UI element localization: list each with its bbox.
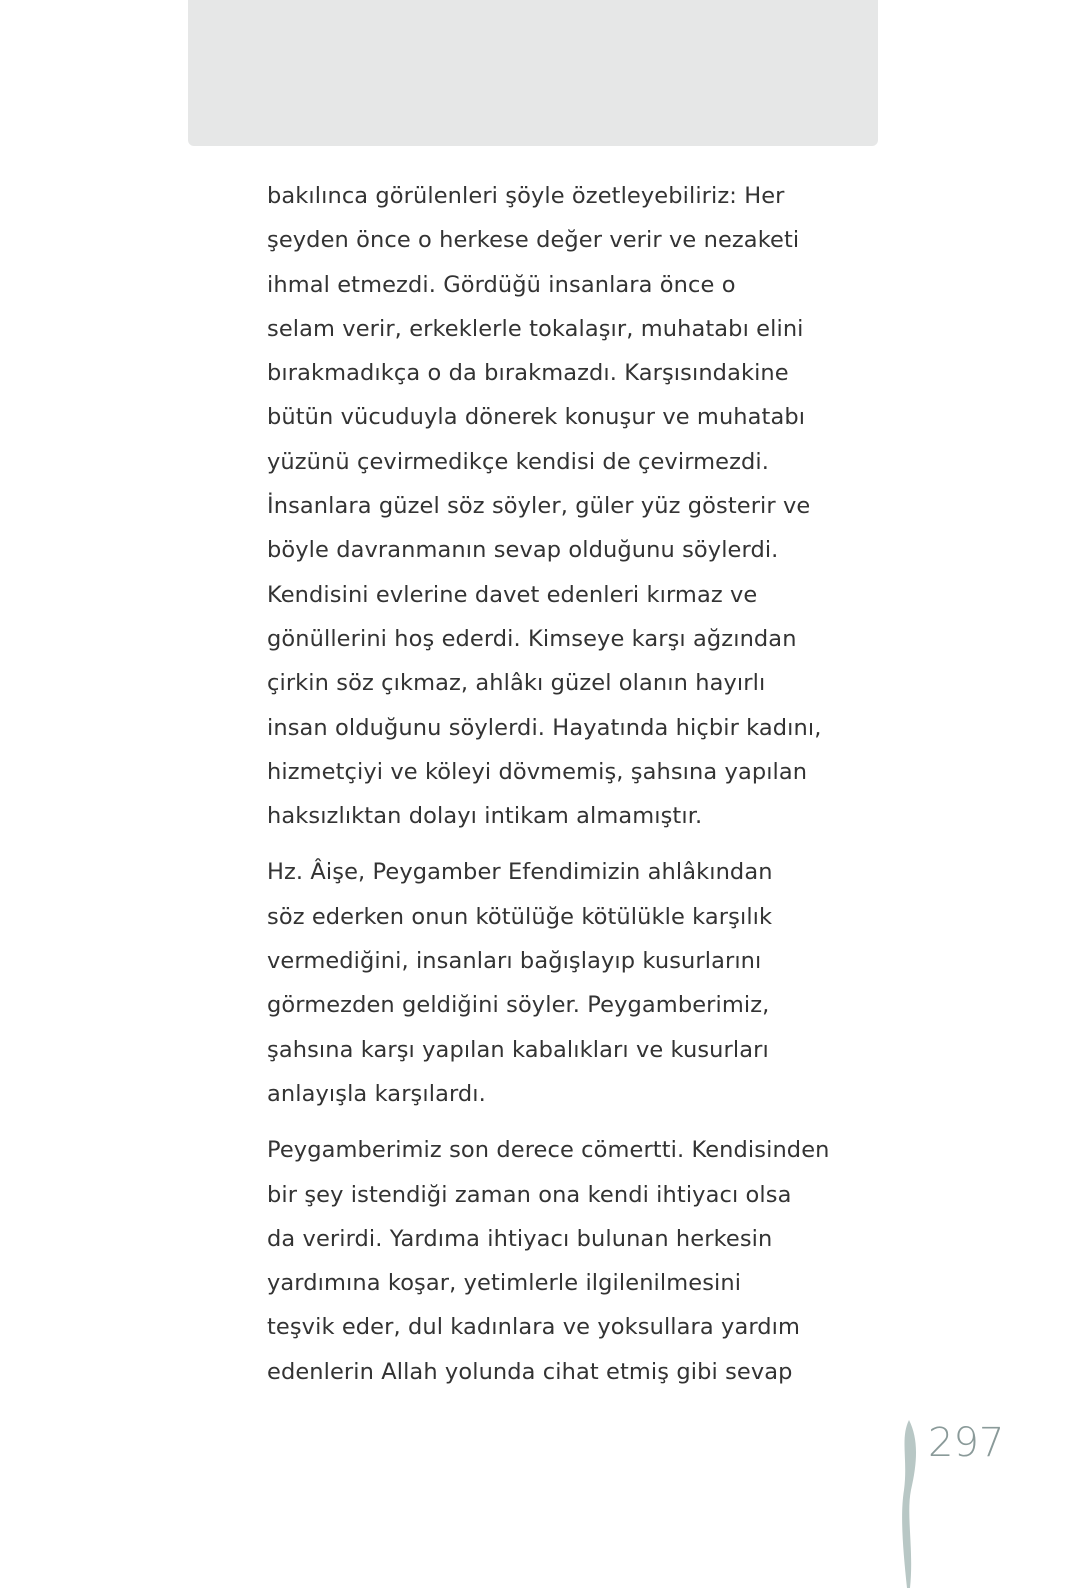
- paragraph-1: [267, 174, 827, 838]
- page-ornament-icon: [898, 1420, 920, 1588]
- text-line: bir şey istendiği zaman ona kendi ihtiyacı olsa: [267, 1181, 792, 1208]
- text-line: yardımına koşar, yetimlerle ilgilenilmesini: [267, 1270, 742, 1297]
- text-line: ihmal etmezdi. Gördüğü insanlara önce o: [267, 271, 736, 298]
- text-line: şahsına karşı yapılan kabalıkları ve kusurları: [267, 1036, 769, 1063]
- text-line: haksızlıktan dolayı intikam almamıştır.: [267, 803, 703, 830]
- text-line: bırakmadıkça o da bırakmazdı. Karşısındakine: [267, 360, 789, 387]
- body-text: [267, 174, 830, 1406]
- text-line: vermediğini, insanları bağışlayıp kusurlarını: [267, 948, 762, 975]
- text-line: bakılınca görülenleri şöyle özetleyebiliriz: Her: [267, 183, 785, 209]
- text-line: görmezden geldiğini söyler. Peygamberimiz,: [267, 992, 770, 1019]
- page-number: 297: [928, 1420, 1005, 1466]
- text-line: böyle davranmanın sevap olduğunu söylerdi.: [267, 537, 779, 564]
- text-line: insan olduğunu söylerdi. Hayatında hiçbir kadını,: [267, 714, 822, 741]
- text-line: da verirdi. Yardıma ihtiyacı bulunan herkesin: [267, 1225, 773, 1252]
- text-line: Peygamberimiz son derece cömertti. Kendisinden: [267, 1137, 830, 1164]
- paragraph-3: [267, 1128, 830, 1394]
- text-line: şeyden önce o herkese değer verir ve nezaketi: [267, 227, 800, 254]
- text-line: söz ederken onun kötülüğe kötülükle karşılık: [267, 903, 773, 930]
- paragraph-2: [267, 850, 827, 1116]
- text-line: yüzünü çevirmedikçe kendisi de çevirmezdi.: [267, 448, 770, 475]
- text-line: İnsanlara güzel söz söyler, güler yüz gösterir ve: [267, 493, 811, 520]
- text-line: selam verir, erkeklerle tokalaşır, muhatabı elini: [267, 315, 804, 342]
- text-line: Hz. Âişe, Peygamber Efendimizin ahlâkından: [267, 859, 773, 886]
- text-line: çirkin söz çıkmaz, ahlâkı güzel olanın hayırlı: [267, 670, 766, 697]
- text-line: gönüllerini hoş ederdi. Kimseye karşı ağzından: [267, 625, 797, 652]
- text-line: edenlerin Allah yolunda cihat etmiş gibi sevap: [267, 1358, 793, 1385]
- text-line: bütün vücuduyla dönerek konuşur ve muhatabı: [267, 404, 806, 431]
- text-line: teşvik eder, dul kadınlara ve yoksullara yardım: [267, 1314, 801, 1341]
- header-gray-box: [188, 0, 878, 146]
- text-line: Kendisini evlerine davet edenleri kırmaz ve: [267, 581, 758, 608]
- text-line: hizmetçiyi ve köleyi dövmemiş, şahsına yapılan: [267, 758, 808, 785]
- text-line: anlayışla karşılardı.: [267, 1080, 486, 1107]
